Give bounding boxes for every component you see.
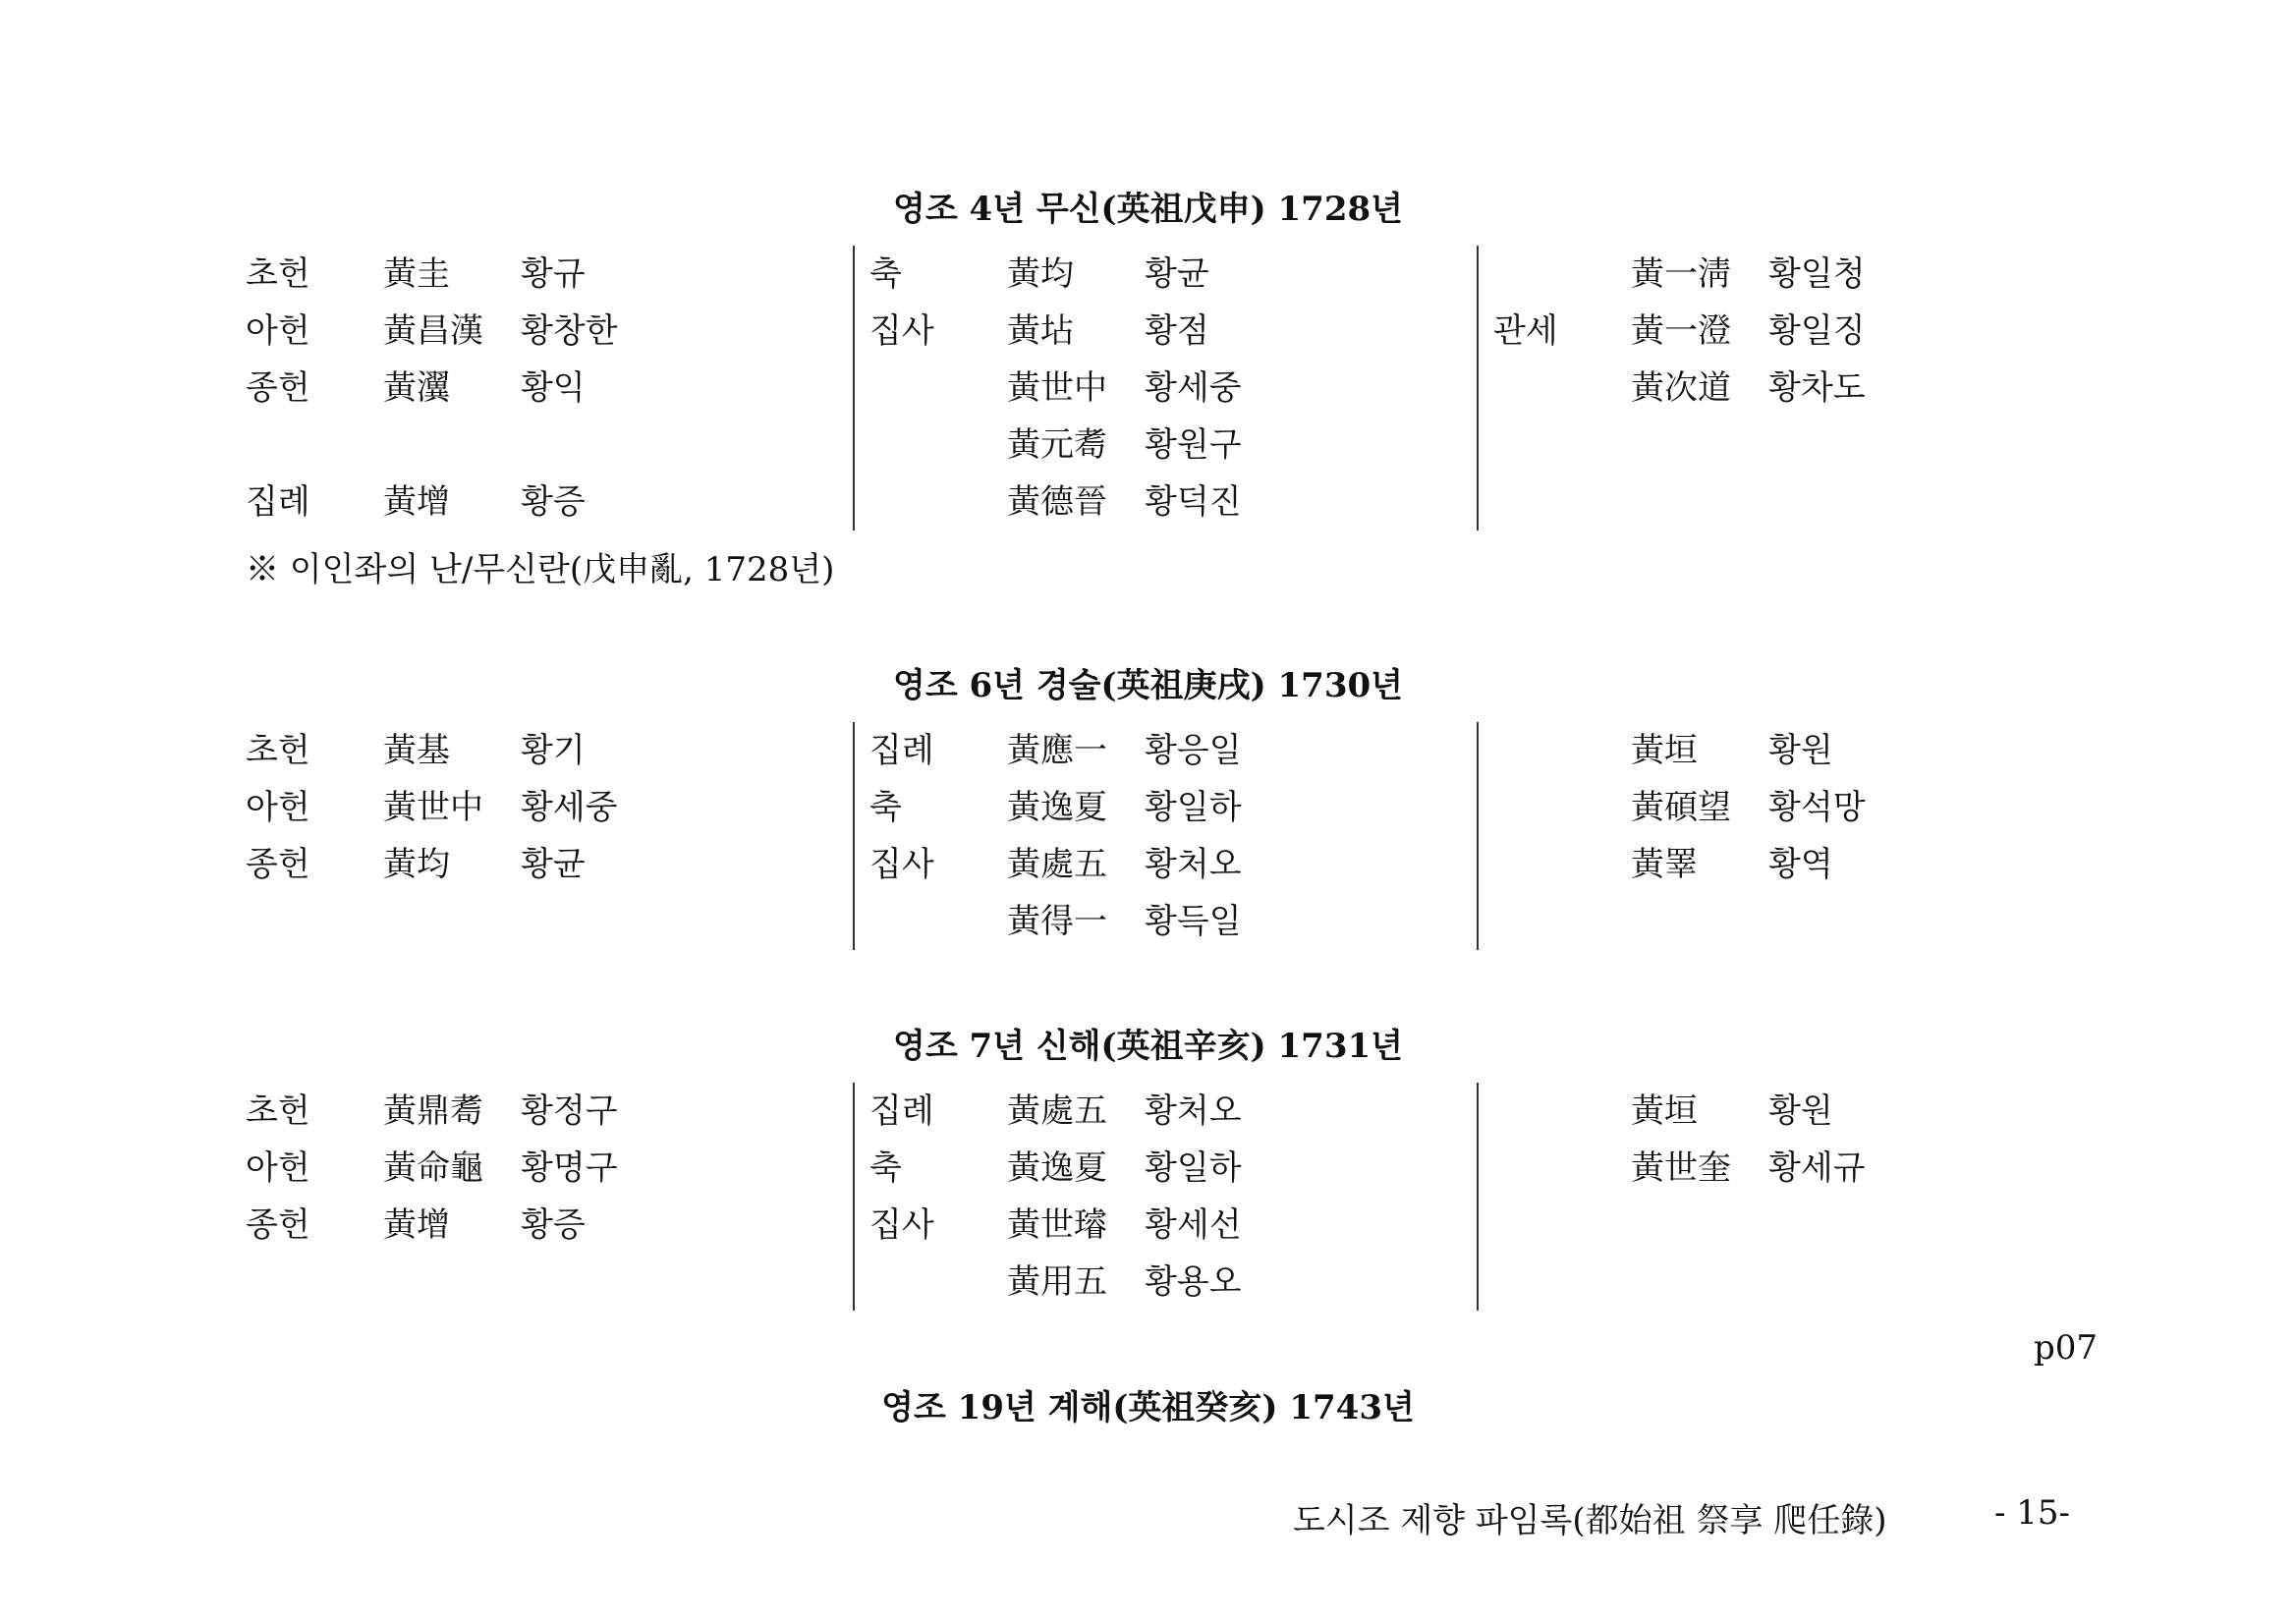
name-hanja: 黃睪: [1631, 845, 1698, 884]
page-label: p07: [2034, 1328, 2099, 1368]
role-label: 집례: [869, 1091, 934, 1131]
name-hangul: 황역: [1768, 845, 1833, 884]
role-label: 종헌: [246, 368, 310, 408]
name-hanja: 黃命龜: [383, 1148, 483, 1188]
name-hangul: 황창한: [521, 311, 618, 351]
column-divider: [853, 246, 855, 531]
name-hangul: 황차도: [1768, 368, 1866, 408]
name-hangul: 황득일: [1145, 902, 1242, 941]
name-hanja: 黃均: [1007, 254, 1074, 294]
name-hanja: 黃增: [383, 1205, 450, 1245]
role-label: 아헌: [246, 311, 310, 351]
name-hangul: 황세규: [1768, 1148, 1866, 1188]
name-hanja: 黃垣: [1631, 1091, 1698, 1131]
column-divider: [853, 722, 855, 950]
name-hangul: 황원: [1768, 731, 1833, 770]
name-hanja: 黃一澄: [1631, 311, 1731, 351]
role-label: 축: [869, 788, 902, 827]
name-hangul: 황응일: [1145, 731, 1242, 770]
name-hanja: 黃用五: [1007, 1262, 1107, 1302]
name-hangul: 황처오: [1145, 1091, 1242, 1131]
role-label: 아헌: [246, 1148, 310, 1188]
name-hangul: 황규: [521, 254, 586, 294]
name-hanja: 黃逸夏: [1007, 1148, 1107, 1188]
role-label: 집사: [869, 311, 934, 351]
name-hangul: 황일하: [1145, 788, 1242, 827]
name-hanja: 黃得一: [1007, 902, 1107, 941]
name-hangul: 황명구: [521, 1148, 618, 1188]
column-divider: [853, 1083, 855, 1311]
role-label: 집례: [869, 731, 934, 770]
name-hanja: 黃垣: [1631, 731, 1698, 770]
role-label: 초헌: [246, 254, 310, 294]
name-hanja: 黃逸夏: [1007, 788, 1107, 827]
name-hangul: 황기: [521, 731, 586, 770]
name-hangul: 황처오: [1145, 845, 1242, 884]
name-hanja: 黃處五: [1007, 845, 1107, 884]
name-hanja: 黃碩望: [1631, 788, 1731, 827]
name-hangul: 황균: [521, 845, 586, 884]
name-hanja: 黃元耈: [1007, 425, 1107, 465]
name-hanja: 黃坫: [1007, 311, 1074, 351]
name-hangul: 황증: [521, 1205, 586, 1245]
role-label: 축: [869, 254, 902, 294]
role-label: 관세: [1493, 311, 1558, 351]
name-hanja: 黃一淸: [1631, 254, 1731, 294]
name-hangul: 황점: [1145, 311, 1209, 351]
column-divider: [1477, 722, 1479, 950]
name-hanja: 黃瀷: [383, 368, 450, 408]
name-hanja: 黃世奎: [1631, 1148, 1731, 1188]
role-label: 집사: [869, 845, 934, 884]
name-hanja: 黃基: [383, 731, 450, 770]
name-hanja: 黃世璿: [1007, 1205, 1107, 1245]
role-label: 집사: [869, 1205, 934, 1245]
name-hanja: 黃處五: [1007, 1091, 1107, 1131]
name-hangul: 황일하: [1145, 1148, 1242, 1188]
name-hangul: 황용오: [1145, 1262, 1242, 1302]
name-hanja: 黃次道: [1631, 368, 1731, 408]
section-title: 영조 4년 무신(英祖戊申) 1728년: [892, 190, 1404, 229]
name-hangul: 황세중: [1145, 368, 1242, 408]
footer-title: 도시조 제향 파임록(都始祖 祭享 爬任錄): [1293, 1501, 1887, 1540]
name-hanja: 黃圭: [383, 254, 450, 294]
name-hangul: 황덕진: [1145, 482, 1242, 522]
name-hangul: 황균: [1145, 254, 1209, 294]
name-hangul: 황익: [521, 368, 586, 408]
name-hangul: 황세중: [521, 788, 618, 827]
name-hangul: 황일청: [1768, 254, 1866, 294]
column-divider: [1477, 1083, 1479, 1311]
name-hanja: 黃德晉: [1007, 482, 1107, 522]
name-hangul: 황일징: [1768, 311, 1866, 351]
role-label: 종헌: [246, 845, 310, 884]
name-hangul: 황정구: [521, 1091, 618, 1131]
section-title: 영조 6년 경술(英祖庚戌) 1730년: [892, 666, 1404, 705]
name-hanja: 黃應一: [1007, 731, 1107, 770]
column-divider: [1477, 246, 1479, 531]
name-hanja: 黃增: [383, 482, 450, 522]
name-hanja: 黃均: [383, 845, 450, 884]
name-hanja: 黃昌漢: [383, 311, 483, 351]
name-hangul: 황세선: [1145, 1205, 1242, 1245]
section-title: 영조 19년 계해(英祖癸亥) 1743년: [881, 1388, 1415, 1427]
page-number: - 15-: [1994, 1493, 2071, 1533]
role-label: 종헌: [246, 1205, 310, 1245]
name-hanja: 黃世中: [1007, 368, 1107, 408]
name-hangul: 황원: [1768, 1091, 1833, 1131]
historical-note: ※ 이인좌의 난/무신란(戊申亂, 1728년): [246, 550, 835, 589]
name-hanja: 黃鼎耈: [383, 1091, 483, 1131]
role-label: 축: [869, 1148, 902, 1188]
role-label: 아헌: [246, 788, 310, 827]
role-label: 집례: [246, 482, 310, 522]
name-hangul: 황석망: [1768, 788, 1866, 827]
name-hanja: 黃世中: [383, 788, 483, 827]
role-label: 초헌: [246, 731, 310, 770]
section-title: 영조 7년 신해(英祖辛亥) 1731년: [892, 1027, 1404, 1066]
name-hangul: 황증: [521, 482, 586, 522]
role-label: 초헌: [246, 1091, 310, 1131]
name-hangul: 황원구: [1145, 425, 1242, 465]
